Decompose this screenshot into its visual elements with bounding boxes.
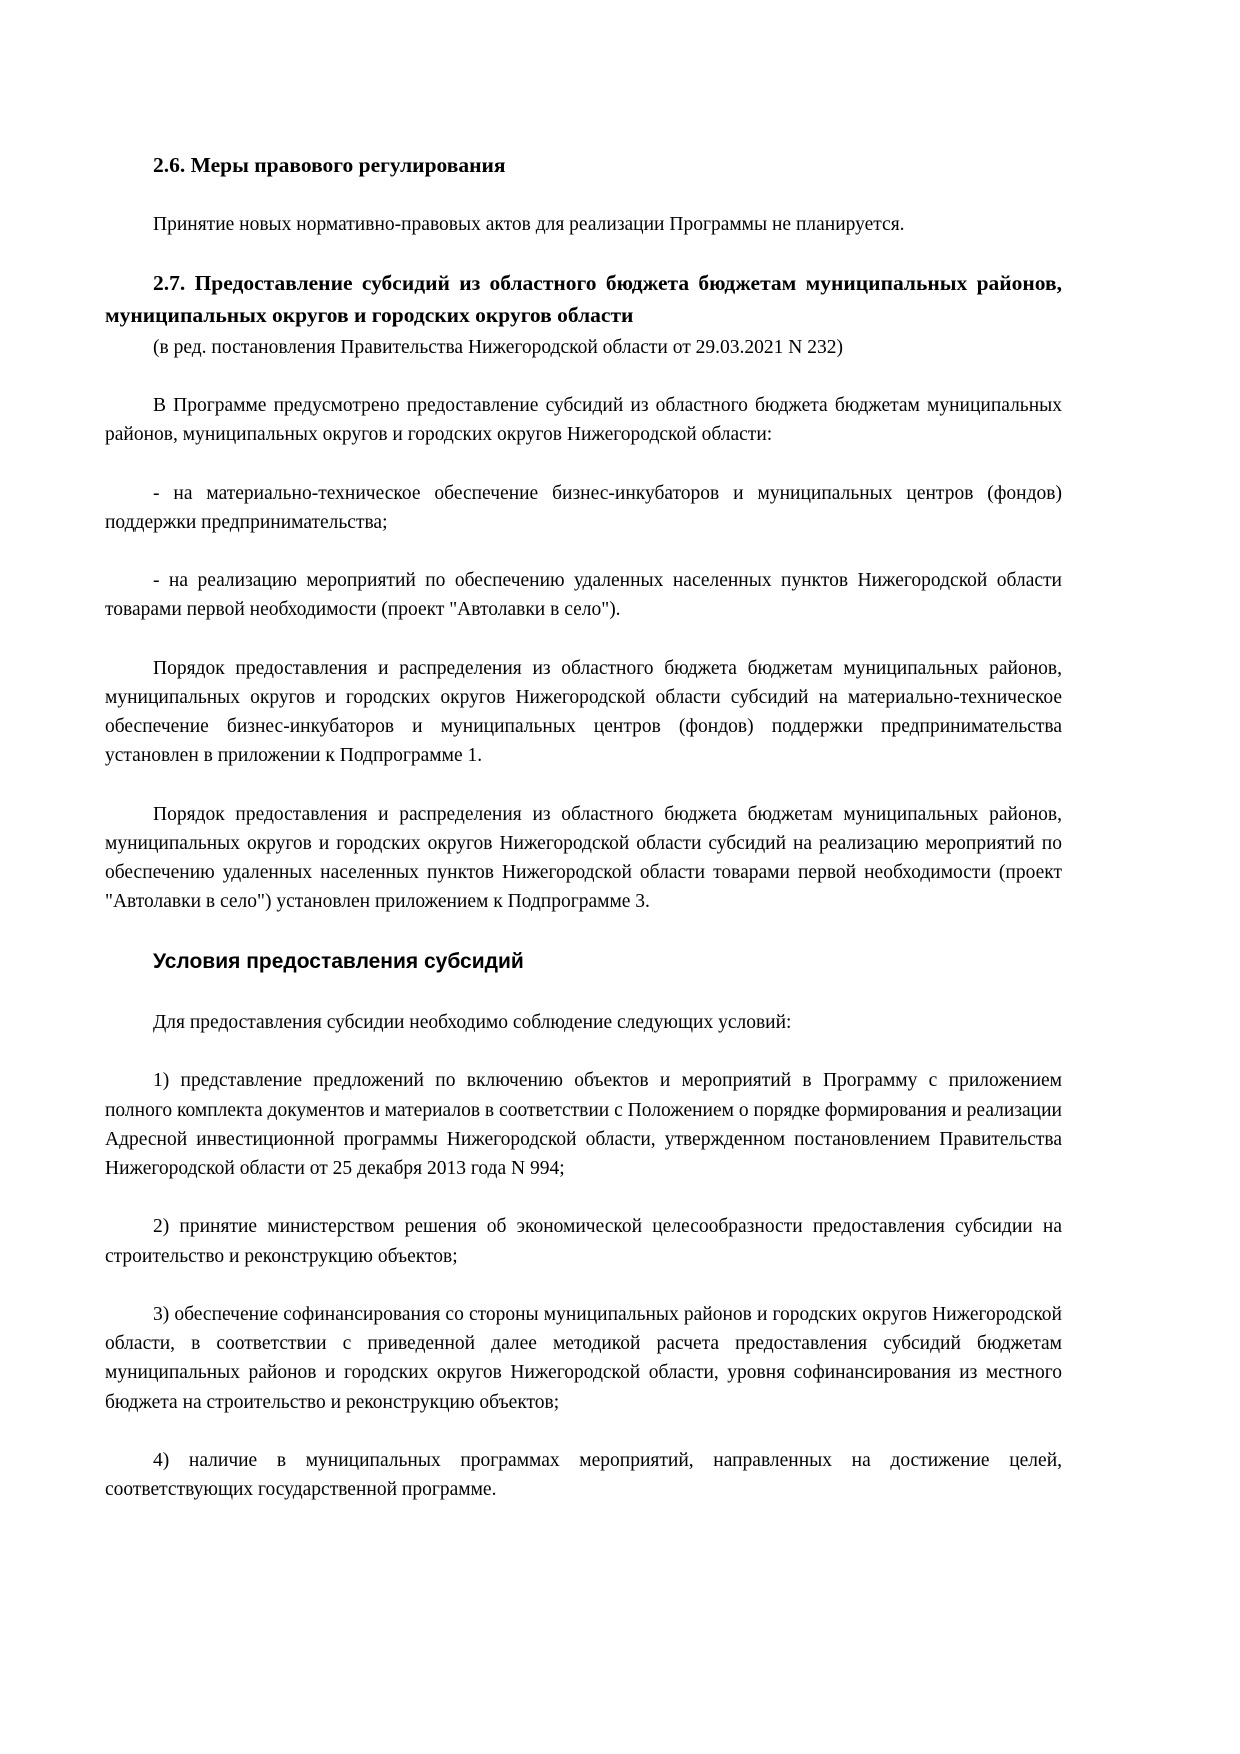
section-heading-2-6: 2.6. Меры правового регулирования [153,153,506,177]
paragraph-order-subprogram-1: Порядок предоставления и распределения из областного бюджета бюджетам муниципальных районов, муниципальных округов и городских округов Нижегородской области субсидий на материально-техническое обеспечение бизнес-инкубаторов и муниципальных центров (фондов) поддержки предпринимательства установлен в приложении к Подпрограмме 1. [105,657,1062,767]
list-item-material-technical: - на материально-техническое обеспечение бизнес-инкубаторов и муниципальных центров (фондов) поддержки предпринимательства; [105,482,1062,533]
condition-item-1: 1) представление предложений по включению объектов и мероприятий в Программу с приложением полного комплекта документов и материалов в соответствии с Положением о порядке формирования и реализации Адресной инвестиционной программы Нижегородской области, утвержденном постановлением Правительства Нижегородской области от 25 декабря 2013 года N 994; [105,1070,1062,1180]
list-item-avtolavki: - на реализацию мероприятий по обеспечению удаленных населенных пунктов Нижегородской области товарами первой необходимости (проект "Автолавки в село"). [105,570,1062,621]
paragraph-legal-acts: Принятие новых нормативно-правовых актов для реализации Программы не планируется. [153,214,905,236]
condition-item-3: 3) обеспечение софинансирования со стороны муниципальных районов и городских округов Нижегородской области, в соответствии с приведенной далее методикой расчета предоставления субсидий бюджетам муниципальных районов и городских округов Нижегородской области, уровня софинансирования из местного бюджета на строительство и реконструкцию объектов; [105,1303,1062,1413]
section-heading-2-7: 2.7. Предоставление субсидий из областного бюджета бюджетам муниципальных районов, муниципальных округов и городских округов области [105,271,1062,327]
condition-item-2: 2) принятие министерством решения об экономической целесообразности предоставления субсидии на строительство и реконструкцию объектов; [105,1216,1062,1267]
edition-note: (в ред. постановления Правительства Нижегородской области от 29.03.2021 N 232) [153,336,843,358]
subheading-subsidy-conditions: Условия предоставления субсидий [153,949,524,973]
paragraph-order-subprogram-3: Порядок предоставления и распределения из областного бюджета бюджетам муниципальных районов, муниципальных округов и городских округов Нижегородской области субсидий на реализацию мероприятий по обеспечению удаленных населенных пунктов Нижегородской области товарами первой необходимости (проект "Автолавки в село") установлен приложением к Подпрограмме 3. [105,803,1062,913]
condition-item-4: 4) наличие в муниципальных программах мероприятий, направленных на достижение целей, соответствующих государственной программе. [105,1449,1062,1501]
paragraph-program-subsidies-intro: В Программе предусмотрено предоставление субсидий из областного бюджета бюджетам муниципальных районов, муниципальных округов и городских округов Нижегородской области: [105,395,1062,446]
paragraph-conditions-intro: Для предоставления субсидии необходимо соблюдение следующих условий: [153,1012,792,1034]
